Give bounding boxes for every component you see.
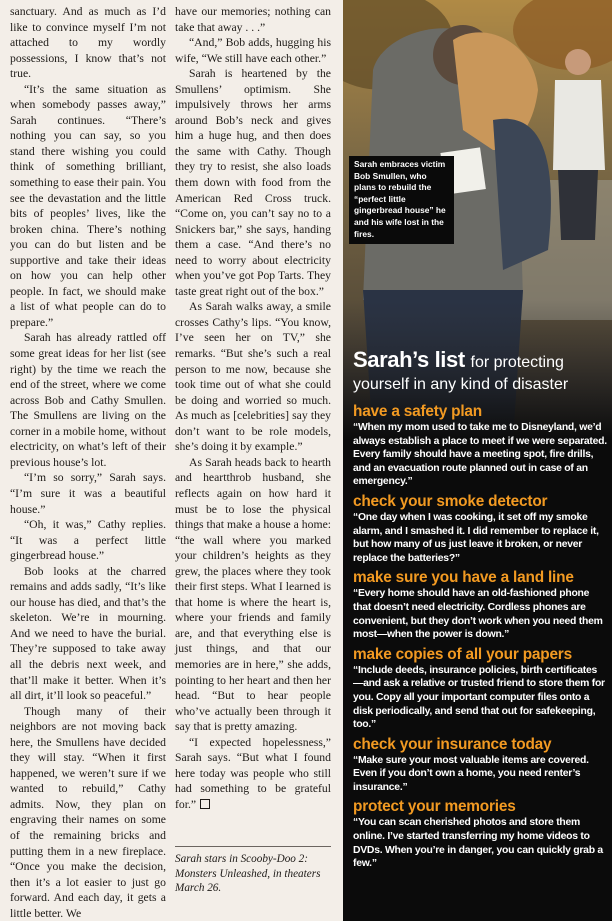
tip-insurance (353, 736, 607, 795)
tip-heading: have a safety plan (353, 403, 482, 420)
paragraph: Though many of their neighbors are not moving back here, the Smullens have decided they will stay. “When it first happened, we weren’t sure if we wanted to rebuild,” Cathy admits. Now, they plan on engraving their names on some of the remaining bricks and putting them in a new fireplace. “Once you make the decision, then it’s a lot easier to just go forward. And each day, it gets a little better. We (10, 704, 166, 920)
article-credit: Sarah stars in Scooby-Doo 2: Monsters Unleashed, in theaters March 26. (175, 846, 331, 896)
photo-caption: Sarah embraces victim Bob Smullen, who plans to rebuild the “perfect little gingerbread house” he and his wife lost in the fires. (349, 156, 454, 244)
tip-smoke-detector (353, 493, 607, 565)
tip-heading: protect your memories (353, 798, 516, 816)
sarahs-list (343, 348, 612, 875)
tip-heading: check your smoke detector (353, 492, 548, 510)
paragraph: As Sarah walks away, a smile crosses Cathy’s lips. “You know, I’ve seen her on TV,” she remarks. “But she’s such a real person to me now, because she took time out of what she could be doing and worried so much. As much as [celebrities] say they don’t want to be role models, she’s doing it by example.” (175, 300, 331, 454)
paragraph: Sarah has already rattled off some great ideas for her list (see right) by the time we reach the end of the street, where we come across Bob and Cathy Smullen. The Smullens are living on the corner in a mobile home, without electricity, on what’s left of their previous house’s lot. (10, 331, 166, 469)
tip-text: “You can scan cherished photos and store them online. I’ve started transferring my home videos to DVDs. When you’re in danger, you can quickly grab a few.” (353, 817, 603, 870)
tip-memories (353, 798, 607, 870)
list-title (353, 348, 612, 375)
sidebar-panel (343, 0, 612, 921)
paragraph: “I’m so sorry,” Sarah says. “I’m sure it was a beautiful house.” (10, 471, 166, 516)
end-mark-icon (200, 799, 210, 809)
tip-text: “Make sure your most valuable items are covered. Even if you don’t own a home, you need renter’s insurance.” (353, 754, 589, 793)
paragraph: “And,” Bob adds, hugging his wife, “We still have each other.” (175, 36, 331, 65)
tip-text: “When my mom used to take me to Disneyland, we’d always establish a place to meet if we were separated. Every family should have a meeting spot, fire drills, and an evacuation route planned out in case of an emergency.” (353, 422, 607, 488)
tip-text: “Every home should have an old-fashioned phone that doesn’t need electricity. Cordless phones are convenient, but they don’t work when you need them most—when the power is down.” (353, 588, 603, 641)
list-title-rest: for protecting (470, 354, 564, 371)
tip-heading: make sure you have a land line (353, 569, 574, 587)
tip-text: “One day when I was cooking, it set off my smoke alarm, and I smashed it. I did remember to replace it, but how many of us just leave it broken, or never replace the batteries?” (353, 511, 599, 564)
tip-land-line (353, 569, 607, 641)
list-title-bold: Sarah’s list (353, 347, 465, 372)
paragraph: “It’s the same situation as when somebody passes away,” Sarah continues. “There’s nothing you can say, so you stand there wishing you could think of something brilliant, something to ease their pain. You see the devastation and the little bits of peoples’ lives, like the broken china. There’s nothing you can do but listen and be supportive and take their ideas on how you can help other people. In fact, we should make a list of what people can do to prepare.” (10, 82, 166, 329)
paragraph: As Sarah heads back to hearth and heartthrob husband, she reflects again on how hard it must be to lose the physical things that make a house a home: “the wall where you marked your children’s heights as they grew, the places where they took their first steps. What I learned is that home is where the heart is, where your friends and family are, and that everything else is just things, and that our memories are in here,” she adds, pointing to her heart and then her head. “But to hear people who’ve actually been through it say that is pretty amazing. (175, 455, 331, 734)
paragraph: sanctuary. And as much as I’d like to convince myself I’m not attached to my wordly possessions, I know that’s not true. (10, 5, 166, 81)
paragraph: have our memories; nothing can take that away . . .” (175, 5, 331, 34)
tip-heading: make copies of all your papers (353, 645, 572, 663)
tip-text: “Include deeds, insurance policies, birth certificates—and ask a relative or trusted friend to store them for you. Copy all your important computer files onto a disk periodically, and send that out for safekeeping, too.” (353, 664, 605, 731)
paragraph: Sarah is heartened by the Smullens’ optimism. She impulsively throws her arms around Bob’s neck and gives him a huge hug, and then does the same with Cathy. Though they try to resist, she also loads them down with food from the American Red Cross truck. “Come on, you can’t say no to a Snickers bar,” she says, handing them a case. “And there’s no need to worry about electricity when you’ve got Pop Tarts. They taste great right out of the box.” (175, 67, 331, 298)
article-column-2 (175, 4, 331, 812)
tip-copies-papers (353, 646, 607, 732)
list-title-line2: yourself in any kind of disaster (353, 376, 569, 393)
paragraph: “Oh, it was,” Cathy replies. “It was a perfect little gingerbread house.” (10, 518, 166, 563)
paragraph-final-text: “I expected hopelessness,” Sarah says. “But what I found here today was people who still had something to be grateful for.” (175, 735, 331, 811)
tip-heading: check your insurance today (353, 735, 552, 753)
tip-safety-plan (353, 403, 607, 489)
article-column-1 (10, 4, 166, 921)
paragraph-final (175, 735, 331, 813)
paragraph: Bob looks at the charred remains and adds sadly, “It’s like our house has died, and that’s the skeleton. We’re in mourning. And we need to have the burial. They’re supposed to take away all the debris next week, and that’ll make it better. When it’s all dirt, it’ll look so peaceful.” (10, 564, 166, 703)
